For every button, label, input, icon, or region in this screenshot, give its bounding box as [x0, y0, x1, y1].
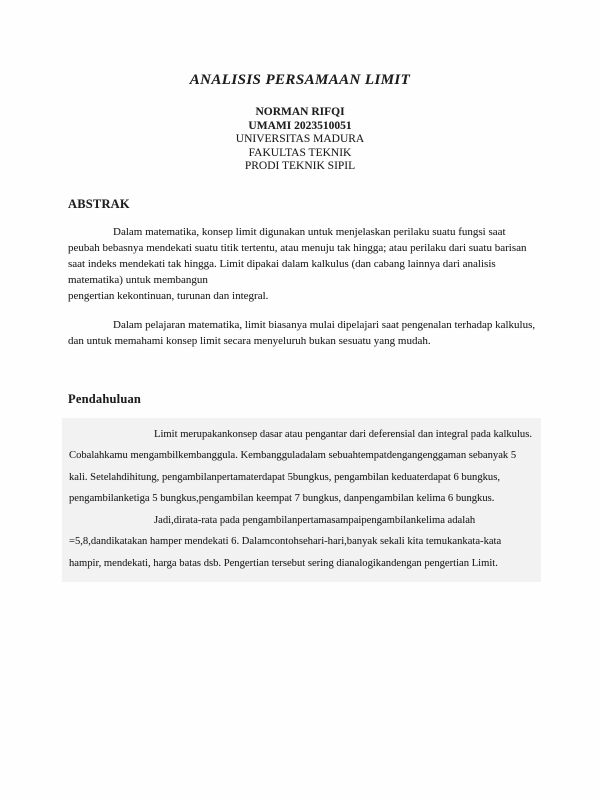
study-program-line: PRODI TEKNIK SIPIL [244, 160, 356, 172]
document-body [68, 197, 538, 583]
pendahuluan-paragraph-2: Jadi,dirata-rata pada pengambilanpertamasampaipengambilankelima adalah =5,8,dandikatakan hamper mendekati 6. Dalamcontohsehari-hari,banyak sekali kita temukankata-kata hampir, mendekati, harga batas dsb. Pengertian tersebut sering dianalogikandengan pengertian Limit. [69, 514, 502, 569]
pendahuluan-heading: Pendahuluan [68, 391, 142, 406]
abstract-paragraph-1-tail: pengertian kekontinuan, turunan dan integral. [68, 289, 269, 302]
abstract-paragraph-2: Dalam pelajaran matematika, limit biasanya mulai dipelajari saat pengenalan terhadap kalkulus, dan untuk memahami konsep limit secara menyeluruh bukan sesuatu yang mudah. [68, 318, 536, 347]
author-name-line: NORMAN RIFQI [255, 106, 345, 118]
faculty-line: FAKULTAS TEKNIK [248, 146, 352, 159]
university-line: UNIVERSITAS MADURA [235, 133, 365, 145]
document-title: ANALISIS PERSAMAAN LIMIT [189, 72, 411, 88]
author-id-line: UMAMI 2023510051 [248, 119, 352, 132]
highlighted-text-block [62, 418, 541, 583]
abstract-heading: ABSTRAK [68, 196, 130, 211]
abstract-paragraph-1: Dalam matematika, konsep limit digunakan untuk menjelaskan perilaku suatu fungsi saat peubah bebasnya mendekati suatu titik tertentu, atau menuju tak hingga; atau perilaku dari suatu barisan saat indeks mendekati tak hingga. Limit dipakai dalam kalkulus (dan cabang lainnya dari analisis matematika) untuk membangun [68, 225, 527, 286]
author-block [0, 106, 600, 174]
pendahuluan-paragraph-1: Limit merupakankonsep dasar atau pengantar dari deferensial dan integral pada kalkulus. Cobalahkamu mengambilkembanggula. Kembangguladalam sebuahtempatdengangenggaman sebanyak 5 kali. Setelahdihitung, pengambilanpertamaterdapat 5bungkus, pengambilan keduaterdapat 6 bungkus, pengambilanketiga 5 bungkus,pengambilan keempat 7 bungkus, danpengambilan kelima 6 bungkus. [69, 428, 532, 504]
